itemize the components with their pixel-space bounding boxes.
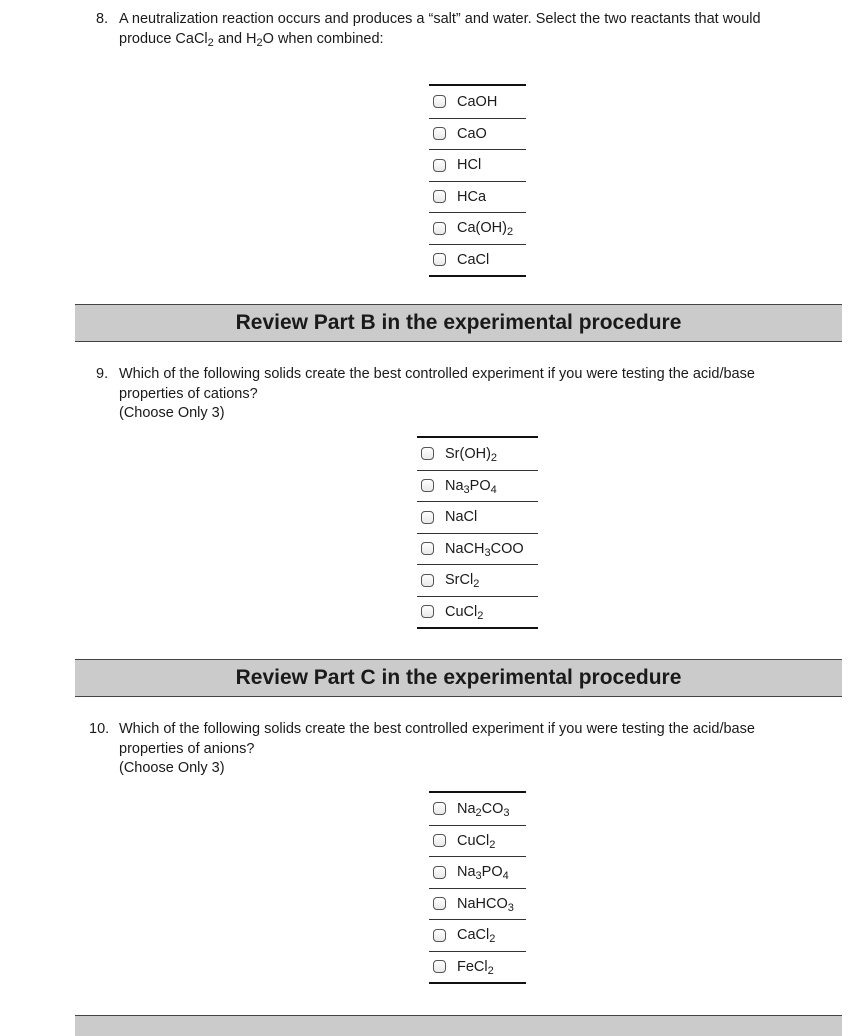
- choice-label: CaO: [457, 125, 487, 142]
- checkbox[interactable]: [433, 897, 446, 910]
- question-number: 9.: [96, 366, 109, 382]
- checkbox[interactable]: [421, 447, 434, 460]
- question-text-line: properties of cations?: [119, 385, 258, 402]
- answer-choice[interactable]: [429, 212, 526, 244]
- answer-choice-list: [429, 791, 526, 984]
- choice-label: HCl: [457, 157, 482, 174]
- choice-label: CuCl$_2$: [445, 603, 484, 622]
- answer-choice[interactable]: [417, 438, 538, 470]
- answer-choice[interactable]: [429, 118, 526, 150]
- question-text-line: Which of the following solids create the best controlled experiment if you were testing the acid/base: [119, 366, 755, 382]
- checkbox[interactable]: [433, 834, 446, 847]
- choice-label: SrCl$_2$: [445, 572, 480, 591]
- answer-choice[interactable]: [417, 533, 538, 565]
- choice-label: $Na_3PO_4$: [445, 477, 497, 496]
- checkbox[interactable]: [433, 95, 446, 108]
- checkbox[interactable]: [433, 222, 446, 235]
- checkbox[interactable]: [433, 159, 446, 172]
- checkbox[interactable]: [433, 802, 446, 815]
- question-number: 8.: [96, 11, 109, 27]
- answer-choice[interactable]: [429, 888, 526, 920]
- choice-label: NaHCO$_3$: [457, 895, 514, 914]
- choice-label: FeCl$_2$: [457, 958, 494, 977]
- question-text-line: Which of the following solids create the best controlled experiment if you were testing the acid/base: [119, 721, 755, 737]
- section-header-next: [75, 1015, 842, 1036]
- answer-choice[interactable]: [417, 501, 538, 533]
- checkbox[interactable]: [421, 542, 434, 555]
- choice-label: CaOH: [457, 93, 498, 110]
- answer-choice[interactable]: [429, 856, 526, 888]
- choice-label: CaCl$_2$: [457, 927, 496, 946]
- checkbox[interactable]: [433, 127, 446, 140]
- question-text-line: produce CaCl$_2$ and $H_2O$ when combined:: [119, 30, 384, 49]
- question-text: [119, 720, 809, 779]
- checkbox[interactable]: [433, 960, 446, 973]
- checkbox[interactable]: [421, 574, 434, 587]
- choice-label: HCa: [457, 188, 487, 205]
- choice-label: $Na_3PO_4$: [457, 864, 509, 883]
- choice-label: NaCl: [445, 509, 478, 526]
- checkbox[interactable]: [433, 866, 446, 879]
- choice-label: $Na_2CO_3$: [457, 800, 510, 819]
- choice-label: NaCH$_3$COO: [445, 540, 524, 559]
- checkbox[interactable]: [433, 253, 446, 266]
- answer-choice[interactable]: [429, 951, 526, 983]
- answer-choice[interactable]: [417, 596, 538, 628]
- answer-choice[interactable]: [429, 919, 526, 951]
- choice-label: CaCl: [457, 251, 490, 268]
- section-header-part-b: Review Part B in the experimental procedure: [75, 304, 842, 342]
- section-header-part-c: Review Part C in the experimental procedure: [75, 659, 842, 697]
- question-text-line: A neutralization reaction occurs and produces a “salt” and water. Select the two reactants that would: [119, 11, 761, 27]
- answer-choice[interactable]: [429, 825, 526, 857]
- answer-choice[interactable]: [429, 149, 526, 181]
- question-text-line: properties of anions?: [119, 740, 255, 757]
- checkbox[interactable]: [433, 190, 446, 203]
- choice-label: $Ca(OH)_2$: [457, 220, 514, 239]
- choice-label: CuCl$_2$: [457, 832, 496, 851]
- checkbox[interactable]: [421, 479, 434, 492]
- answer-choice[interactable]: [429, 793, 526, 825]
- checkbox[interactable]: [433, 929, 446, 942]
- checkbox[interactable]: [421, 605, 434, 618]
- question-text: [119, 365, 809, 424]
- answer-choice[interactable]: [429, 181, 526, 213]
- answer-choice[interactable]: [429, 86, 526, 118]
- choice-label: $Sr(OH)_2$: [445, 445, 498, 464]
- question-instruction: (Choose Only 3): [119, 760, 225, 776]
- question-number: 10.: [89, 721, 110, 737]
- answer-choice[interactable]: [429, 244, 526, 276]
- checkbox[interactable]: [421, 511, 434, 524]
- answer-choice[interactable]: [417, 564, 538, 596]
- question-text: [119, 10, 809, 49]
- answer-choice-list: [417, 436, 538, 629]
- answer-choice[interactable]: [417, 470, 538, 502]
- question-instruction: (Choose Only 3): [119, 405, 225, 421]
- answer-choice-list: [429, 84, 526, 277]
